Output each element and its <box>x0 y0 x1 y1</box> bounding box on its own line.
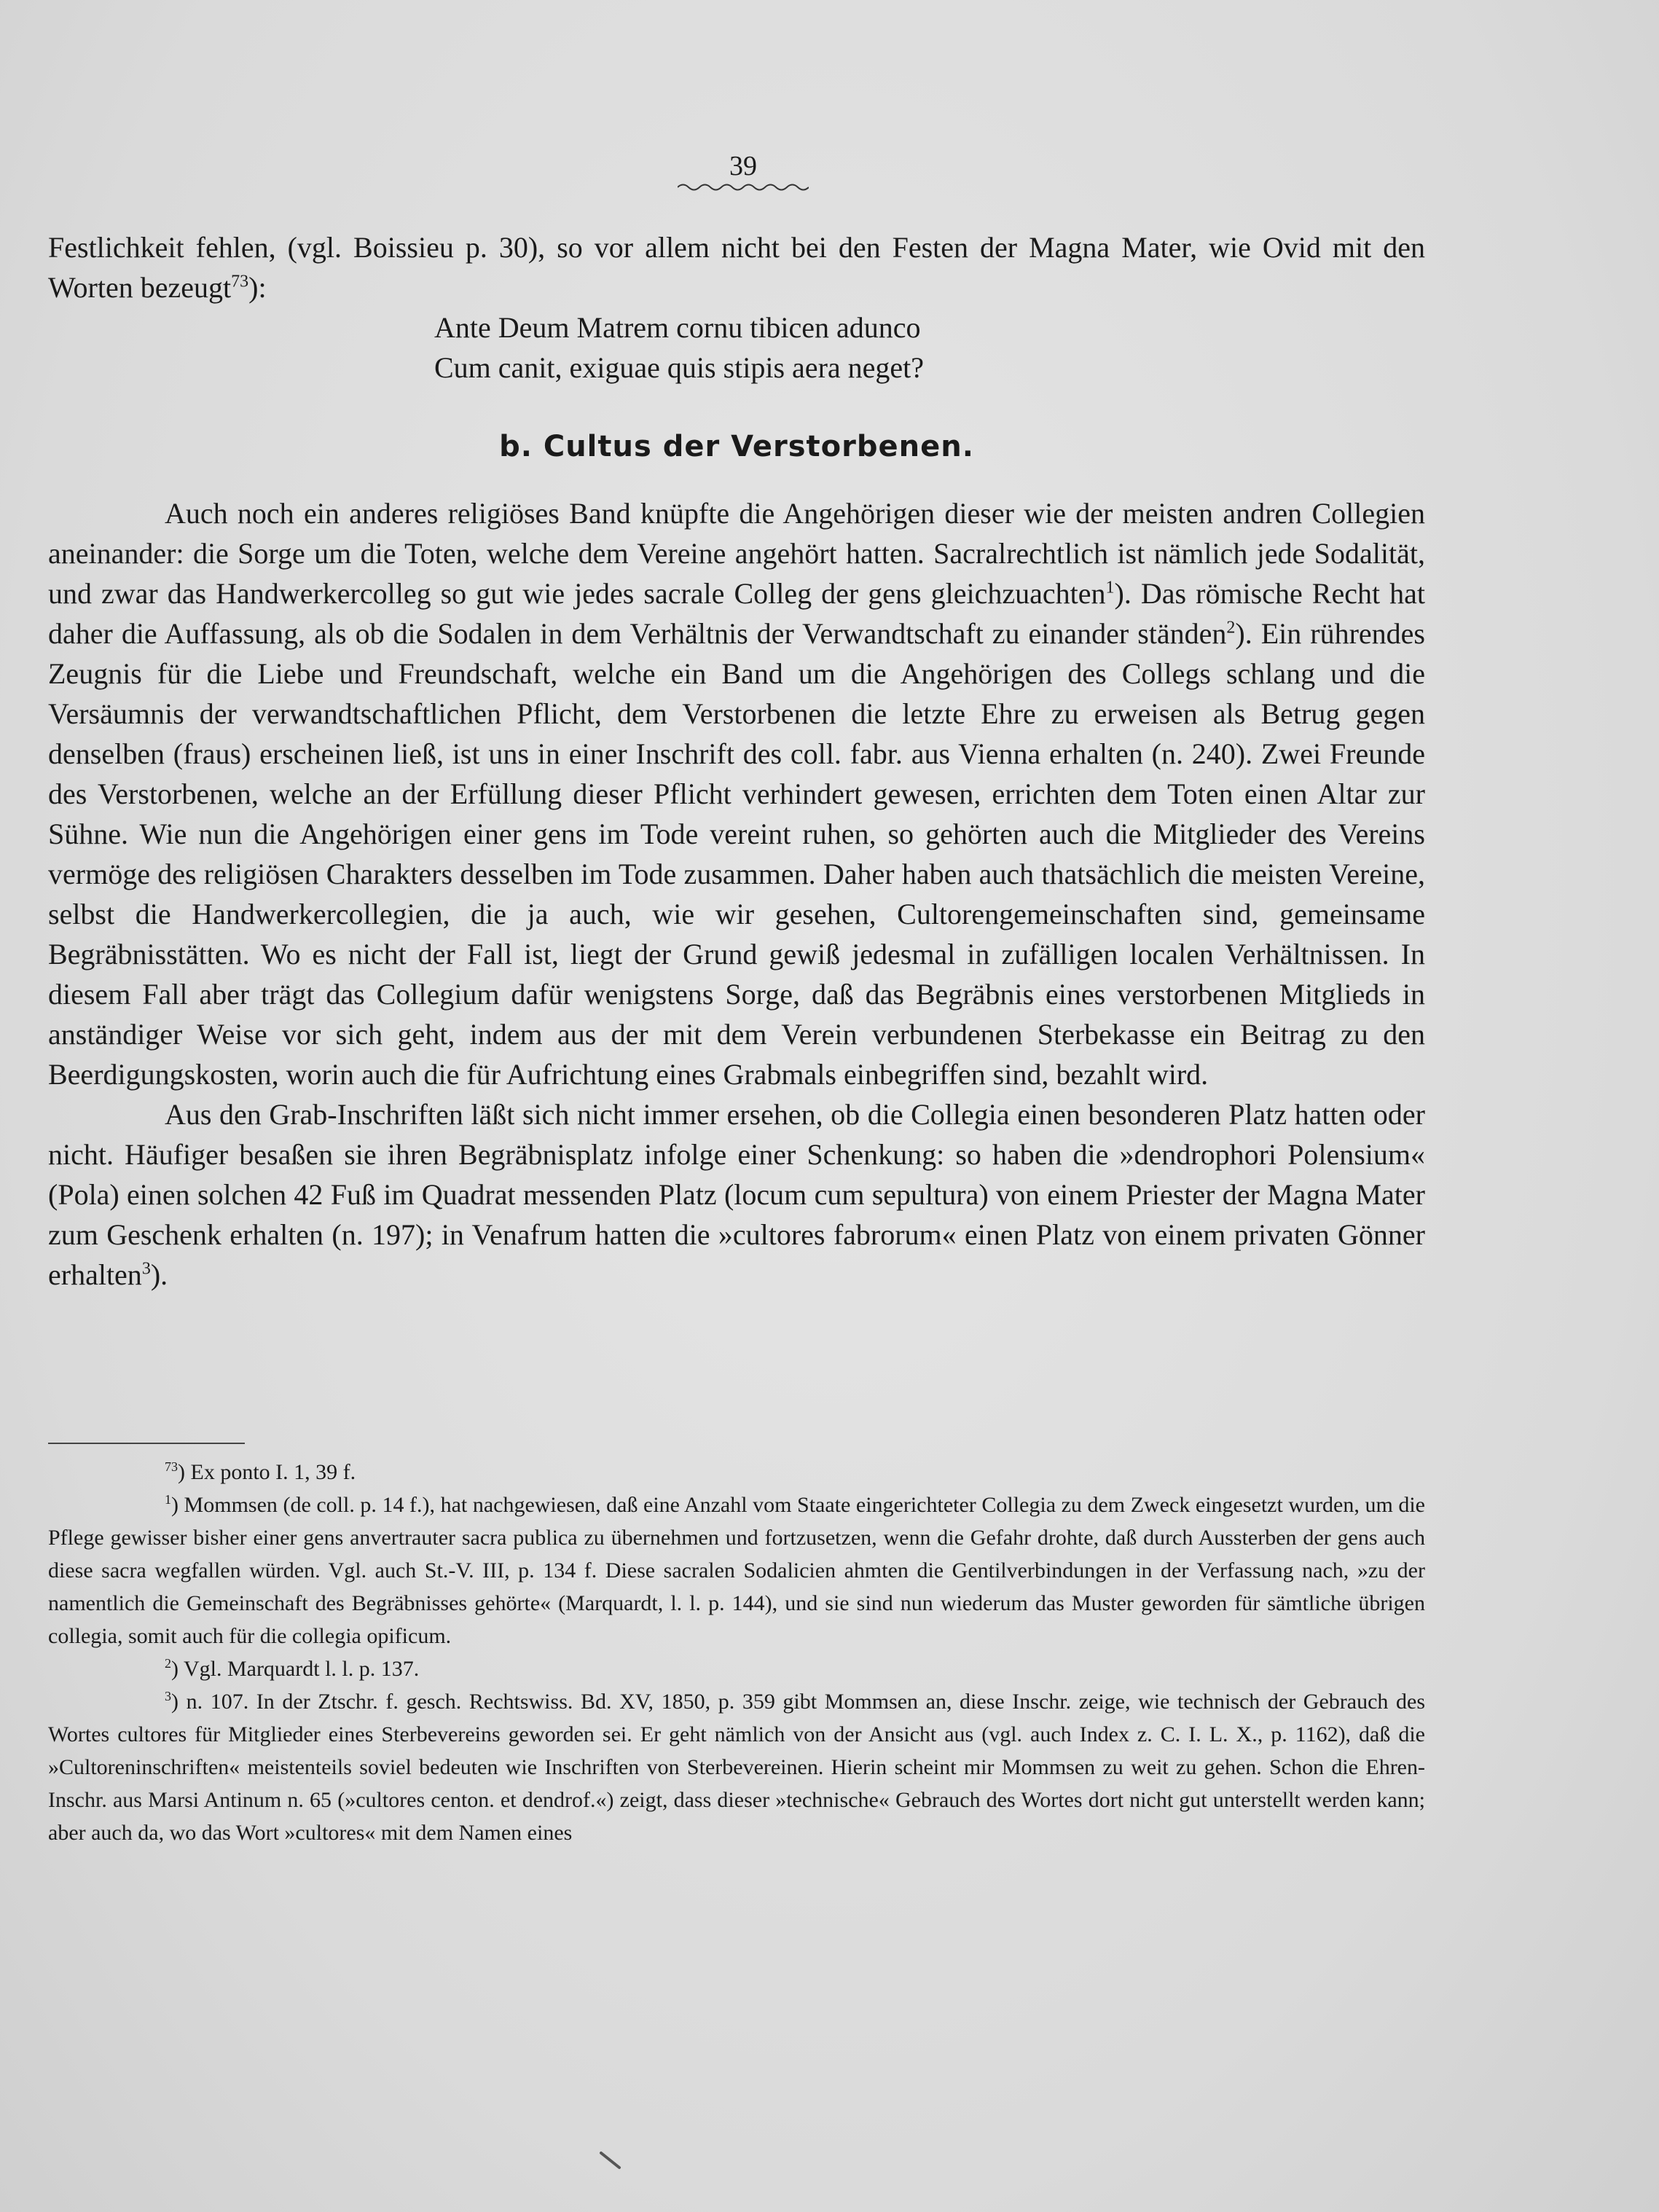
footnote-ref: 3 <box>141 1259 151 1279</box>
paragraph-cult-text-b: ). Das römische Recht hat daher die Auffassung, als ob die Sodalen in dem Verhältnis der Verwandtschaft zu einander ständen <box>48 577 1425 650</box>
paragraph-cult-text-c: ). Ein rührendes Zeugnis für die Liebe und Freundschaft, welche ein Band um die Angehörigen des Collegs schlang und die Versäumnis der verwandtschaftlichen Pflicht, dem Verstorbenen die letzte Ehre zu erweisen als Betrug gegen denselben (fraus) erscheinen ließ, ist uns in einer Inschrift des coll. fabr. aus Vienna erhalten (n. 240). Zwei Freunde des Verstorbenen, welche an der Erfüllung dieser Pflicht verhindert gewesen, errichten dem Toten einen Altar zur Sühne. Wie nun die Angehörigen einer gens im Tode vereint ruhen, so gehörten auch die Mitglieder des Vereins vermöge des religiösen Charakters desselben im Tode zusammen. Daher haben auch thatsächlich die meisten Vereine, selbst die Handwerkercollegien, die ja auch, wie wir gesehen, Cultorengemeinschaften sind, gemeinsame Begräbnisstätten. Wo es nicht der Fall ist, liegt der Grund gewiß jedesmal in zufälligen localen Verhältnissen. In diesem Fall aber trägt das Collegium dafür wenigstens Sorge, daß das Begräbnis eines verstorbenen Mitglieds in anständiger Weise vor sich geht, indem aus der mit dem Verein verbundenen Sterbekasse ein Beitrag zu den Beerdigungskosten, worin auch die für Aufrichtung eines Grabmals einbegriffen sind, bezahlt wird. <box>48 617 1425 1091</box>
footnote-text: ) Vgl. Marquardt l. l. p. 137. <box>171 1657 420 1681</box>
section-heading: b. Cultus der Verstorbenen. <box>499 430 974 463</box>
footnote-1 <box>48 1489 1425 1652</box>
footnote-text: ) Ex ponto I. 1, 39 f. <box>178 1460 356 1484</box>
footnote-73 <box>48 1456 1425 1489</box>
footnote-ref: 1 <box>1105 578 1115 597</box>
paragraph-burial <box>48 1094 1425 1295</box>
footnote-2 <box>48 1652 1425 1685</box>
paragraph-intro-end: ): <box>248 271 267 304</box>
footnote-ref: 2 <box>1226 618 1236 638</box>
main-text <box>48 227 1425 1295</box>
scan-smudge <box>597 2149 627 2171</box>
paragraph-cult <box>48 493 1425 1094</box>
paragraph-cult-text-a: Auch noch ein anderes religiöses Band knüpfte die Angehörigen dieser wie der meisten andren Collegien aneinander: die Sorge um die Toten, welche dem Vereine angehört hatten. Sacralrechtlich ist nämlich jede Sodalität, und zwar das Handwerkercolleg so gut wie jedes sacrale Colleg der gens gleichzuachten <box>48 497 1425 610</box>
verse-line-1: Ante Deum Matrem cornu tibicen adunco <box>434 311 921 344</box>
footnote-mark: 3 <box>165 1689 171 1703</box>
footnote-mark: 73 <box>165 1459 178 1474</box>
footnote-ref: 73 <box>231 272 249 291</box>
paragraph-burial-text: Aus den Grab-Inschriften läßt sich nicht immer ersehen, ob die Collegia einen besonderen Platz hatten oder nicht. Häufiger besaßen sie ihren Begräbnisplatz infolge einer Schenkung: so haben die »dendrophori Polensium« (Pola) einen solchen 42 Fuß im Quadrat messenden Platz (locum cum sepultura) von einem Priester der Magna Mater zum Geschenk erhalten (n. 197); in Venafrum hatten die »cultores fabrorum« einen Platz von einem privaten Gönner erhalten <box>48 1098 1425 1291</box>
footnote-mark: 1 <box>165 1492 171 1507</box>
paragraph-intro <box>48 227 1425 307</box>
footnote-mark: 2 <box>165 1656 171 1671</box>
page-number: 39 <box>729 151 757 181</box>
footnote-divider <box>48 1443 245 1444</box>
verse-line-2: Cum canit, exiguae quis stipis aera neget? <box>434 351 925 384</box>
paragraph-burial-end: ). <box>150 1258 168 1291</box>
footnote-3 <box>48 1685 1425 1849</box>
footnote-text: ) n. 107. In der Ztschr. f. gesch. Rechtswiss. Bd. XV, 1850, p. 359 gibt Mommsen an, diese Inschr. zeige, wie technisch der Gebrauch des Wortes cultores für Mitglieder eines Sterbevereins geworden sei. Er geht nämlich von der Ansicht aus (vgl. auch Index z. C. I. L. X., p. 1162), daß die »Cultoreninschriften« meistenteils soviel bedeuten wie Inschriften von Sterbevereinen. Hierin scheint mir Mommsen zu weit zu gehen. Schon die Ehren-Inschr. aus Marsi Antinum n. 65 (»cultores centon. et dendrof.«) zeigt, dass dieser »technische« Gebrauch des Wortes dort nicht gut unterstellt werden kann; aber auch da, wo das Wort »cultores« mit dem Namen eines <box>48 1690 1425 1845</box>
ornament-rule <box>678 182 809 192</box>
footnotes <box>48 1456 1425 1849</box>
footnote-text: ) Mommsen (de coll. p. 14 f.), hat nachgewiesen, daß eine Anzahl vom Staate eingerichteter Collegia zu dem Zweck eingesetzt wurden, um die Pflege gewisser bisher einer gens anvertrauter sacra publica zu übernehmen und fortzusetzen, wenn die Gefahr drohte, daß durch Aussterben der gens auch diese sacra wegfallen würden. Vgl. auch St.-V. III, p. 134 f. Diese sacralen Sodalicien ahmten die Gentilverbindungen in der Verfassung nach, »zu der namentlich die Gemeinschaft des Begräbnisses gehörte« (Marquardt, l. l. p. 144), und sie sind nun wiederum das Muster geworden für sämtliche übrigen collegia, somit auch für die collegia opificum. <box>48 1493 1425 1648</box>
paragraph-intro-text: Festlichkeit fehlen, (vgl. Boissieu p. 30), so vor allem nicht bei den Festen der Magna Mater, wie Ovid mit den Worten bezeugt <box>48 231 1425 304</box>
